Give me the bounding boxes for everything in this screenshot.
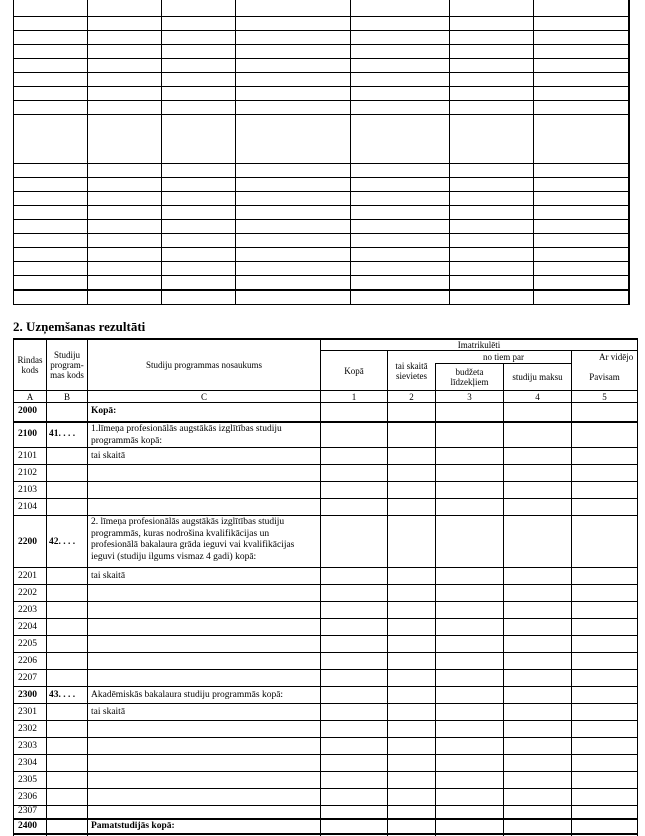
row-code: 2207 [18, 673, 37, 683]
col-letter: 5 [602, 391, 607, 402]
row-code: 2101 [18, 451, 37, 461]
header-tuition: studiju maksu [512, 372, 563, 382]
row-code: 2205 [18, 639, 37, 649]
col-letter: C [200, 391, 207, 402]
row-code: 2000 [18, 406, 37, 416]
row-name: 1.līmeņa profesionālās augstākās izglītības studiju programmās kopā: [91, 424, 282, 446]
header-of-them: no tiem par [483, 352, 524, 362]
header-women: tai skaitā sievietes [395, 360, 428, 381]
col-letter: 2 [409, 391, 414, 402]
row-code: 2102 [18, 468, 37, 478]
header-with-average: Ar vidējo [599, 352, 634, 362]
row-program-code: 41. . . . [49, 429, 76, 439]
header-budget: budžeta līdzekļiem [450, 367, 489, 387]
row-code: 2200 [18, 537, 37, 547]
row-code: 2307 [18, 806, 37, 816]
row-code: 2306 [18, 792, 37, 802]
header-row-code: Rindas kods [17, 355, 43, 375]
row-code: 2304 [18, 758, 37, 768]
header-program-name: Studiju programmas nosaukums [146, 360, 262, 370]
row-program-code: 42. . . . [49, 537, 76, 547]
header-altogether: Pavisam [589, 372, 620, 382]
row-code: 2100 [18, 429, 37, 439]
col-letter: 1 [351, 391, 357, 402]
row-code: 2400 [18, 821, 37, 831]
row-name: tai skaitā [91, 707, 126, 717]
row-name: 2. līmeņa profesionālās augstākās izglītības studiju programmās, kuras nodrošina kvalifikācijas un profesionālā bakalaura grāda ieguvi vai kvalifikācijas ieguvi (studiju ilgums vismaz 4 gadi) kopā: [91, 517, 295, 562]
row-code: 2201 [18, 571, 37, 581]
row-name: Kopā: [91, 406, 117, 416]
row-code: 2301 [18, 707, 37, 717]
header-program-code: Studiju program-mas kods [50, 350, 84, 380]
row-name: tai skaitā [91, 451, 126, 461]
row-code: 2300 [18, 690, 37, 700]
col-letter: A [26, 391, 34, 402]
section-title: 2. Uzņemšanas rezultāti [13, 319, 146, 334]
row-code: 2103 [18, 485, 37, 495]
row-code: 2305 [18, 775, 37, 785]
row-name: Akadēmiskās bakalaura studiju programmās kopā: [91, 690, 284, 700]
row-code: 2206 [18, 656, 37, 666]
header-total: Kopā [344, 365, 364, 376]
col-letter: B [63, 391, 70, 402]
row-name: Pamatstudijās kopā: [91, 821, 175, 831]
row-code: 2303 [18, 741, 37, 751]
row-code: 2203 [18, 605, 37, 615]
row-program-code: 43. . . . [49, 690, 76, 700]
row-code: 2104 [18, 502, 37, 512]
row-code: 2202 [18, 588, 37, 598]
row-name: tai skaitā [91, 571, 126, 581]
row-code: 2302 [18, 724, 37, 734]
row-code: 2204 [18, 622, 37, 632]
header-enrolled: Imatrikulēti [457, 340, 501, 350]
col-letter: 3 [467, 391, 472, 402]
col-letter: 4 [535, 391, 540, 402]
